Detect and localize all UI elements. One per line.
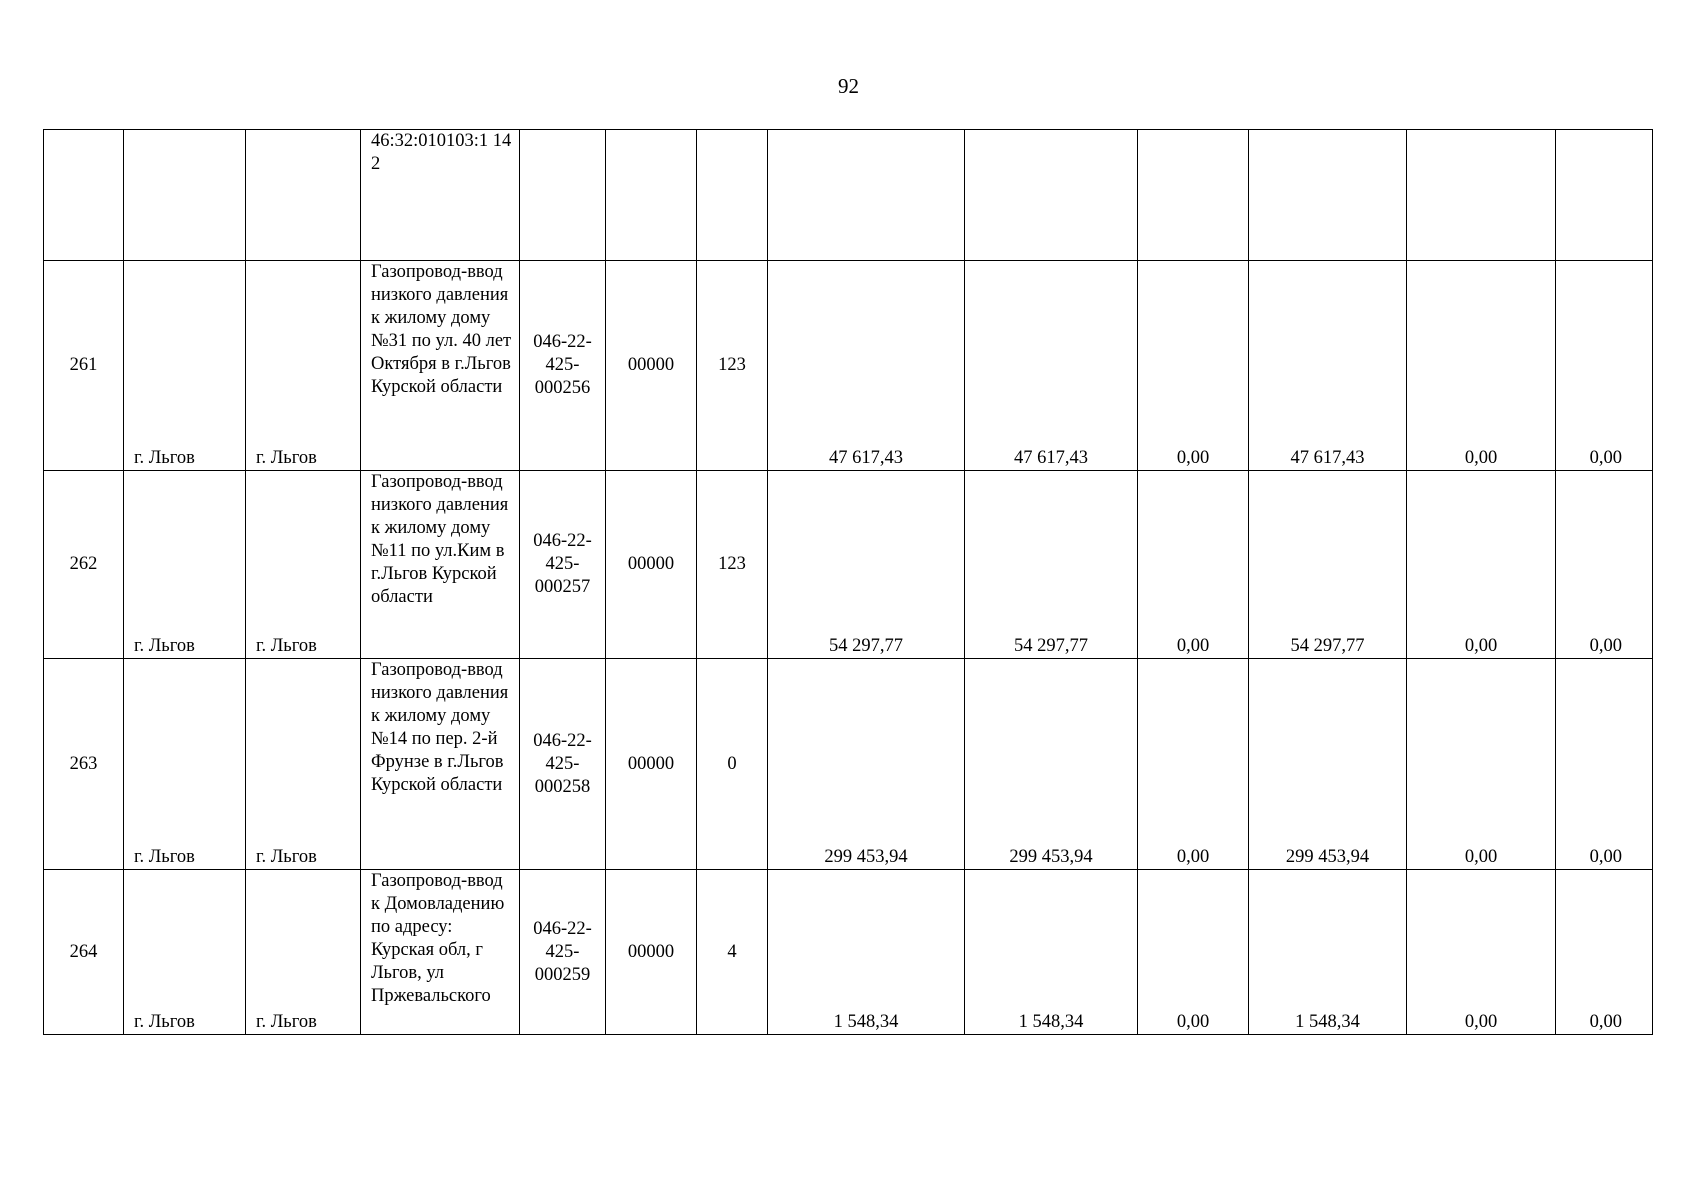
value-cell-5: 0,00: [1407, 471, 1556, 659]
property-register-table: [43, 129, 1653, 1035]
table-cell: [697, 130, 768, 261]
value-cell-5: 0,00: [1407, 870, 1556, 1035]
table-cell: [1407, 130, 1556, 261]
locality-cell: г. Льгов: [246, 870, 361, 1035]
value-cell-4: 47 617,43: [1249, 261, 1407, 471]
table-row-continuation: [44, 130, 1653, 261]
value-cell-5: 0,00: [1407, 659, 1556, 870]
settlement-cell: г. Льгов: [124, 471, 246, 659]
value-cell-3: 0,00: [1138, 870, 1249, 1035]
cadastral-number-cell: 46:32:010103:1 142: [361, 130, 520, 261]
registry-code-cell: 046-22-425-000258: [520, 659, 606, 870]
table-cell: [520, 130, 606, 261]
value-cell-2: 1 548,34: [965, 870, 1138, 1035]
table-cell: [965, 130, 1138, 261]
table-row: [44, 471, 1653, 659]
locality-cell: г. Льгов: [246, 659, 361, 870]
table-cell: [44, 130, 124, 261]
table-cell: [124, 130, 246, 261]
table-row: [44, 659, 1653, 870]
table-cell: [246, 130, 361, 261]
value-cell-3: 0,00: [1138, 261, 1249, 471]
value-cell-6: 0,00: [1556, 870, 1653, 1035]
object-name-cell: Газопровод-ввод низкого давления к жилому дому №11 по ул.Ким в г.Льгов Курской области: [361, 471, 520, 659]
value-cell-5: 0,00: [1407, 261, 1556, 471]
settlement-cell: г. Льгов: [124, 870, 246, 1035]
row-number: 261: [44, 261, 124, 471]
value-cell-4: 54 297,77: [1249, 471, 1407, 659]
code-cell: 00000: [606, 471, 697, 659]
value-cell-6: 0,00: [1556, 659, 1653, 870]
locality-cell: г. Льгов: [246, 471, 361, 659]
value-cell-1: 54 297,77: [768, 471, 965, 659]
locality-cell: г. Льгов: [246, 261, 361, 471]
page-number: 92: [838, 74, 859, 98]
row-number: 262: [44, 471, 124, 659]
object-name-cell: Газопровод-ввод низкого давления к жилому дому №31 по ул. 40 лет Октября в г.Льгов Курской области: [361, 261, 520, 471]
object-name-cell: Газопровод-ввод низкого давления к жилому дому №14 по пер. 2-й Фрунзе в г.Льгов Курской области: [361, 659, 520, 870]
table-cell: [768, 130, 965, 261]
value-cell-2: 47 617,43: [965, 261, 1138, 471]
value-cell-6: 0,00: [1556, 261, 1653, 471]
code-cell: 00000: [606, 659, 697, 870]
value-cell-1: 299 453,94: [768, 659, 965, 870]
value-cell-2: 54 297,77: [965, 471, 1138, 659]
table-cell: [1249, 130, 1407, 261]
row-number: 264: [44, 870, 124, 1035]
table-cell: [1138, 130, 1249, 261]
row-number: 263: [44, 659, 124, 870]
table-row: [44, 870, 1653, 1035]
value-cell-2: 299 453,94: [965, 659, 1138, 870]
table-cell: [606, 130, 697, 261]
value-cell-1: 47 617,43: [768, 261, 965, 471]
value-cell-4: 299 453,94: [1249, 659, 1407, 870]
object-name-cell: Газопровод-ввод к Домовладению по адресу: Курская обл, г Льгов, ул Пржевальского: [361, 870, 520, 1035]
value-cell-3: 0,00: [1138, 659, 1249, 870]
quantity-cell: 0: [697, 659, 768, 870]
quantity-cell: 123: [697, 261, 768, 471]
code-cell: 00000: [606, 870, 697, 1035]
quantity-cell: 123: [697, 471, 768, 659]
registry-code-cell: 046-22-425-000257: [520, 471, 606, 659]
registry-code-cell: 046-22-425-000256: [520, 261, 606, 471]
settlement-cell: г. Льгов: [124, 659, 246, 870]
value-cell-1: 1 548,34: [768, 870, 965, 1035]
table-cell: [1556, 130, 1653, 261]
quantity-cell: 4: [697, 870, 768, 1035]
settlement-cell: г. Льгов: [124, 261, 246, 471]
code-cell: 00000: [606, 261, 697, 471]
registry-code-cell: 046-22-425-000259: [520, 870, 606, 1035]
value-cell-4: 1 548,34: [1249, 870, 1407, 1035]
value-cell-3: 0,00: [1138, 471, 1249, 659]
value-cell-6: 0,00: [1556, 471, 1653, 659]
table-row: [44, 261, 1653, 471]
